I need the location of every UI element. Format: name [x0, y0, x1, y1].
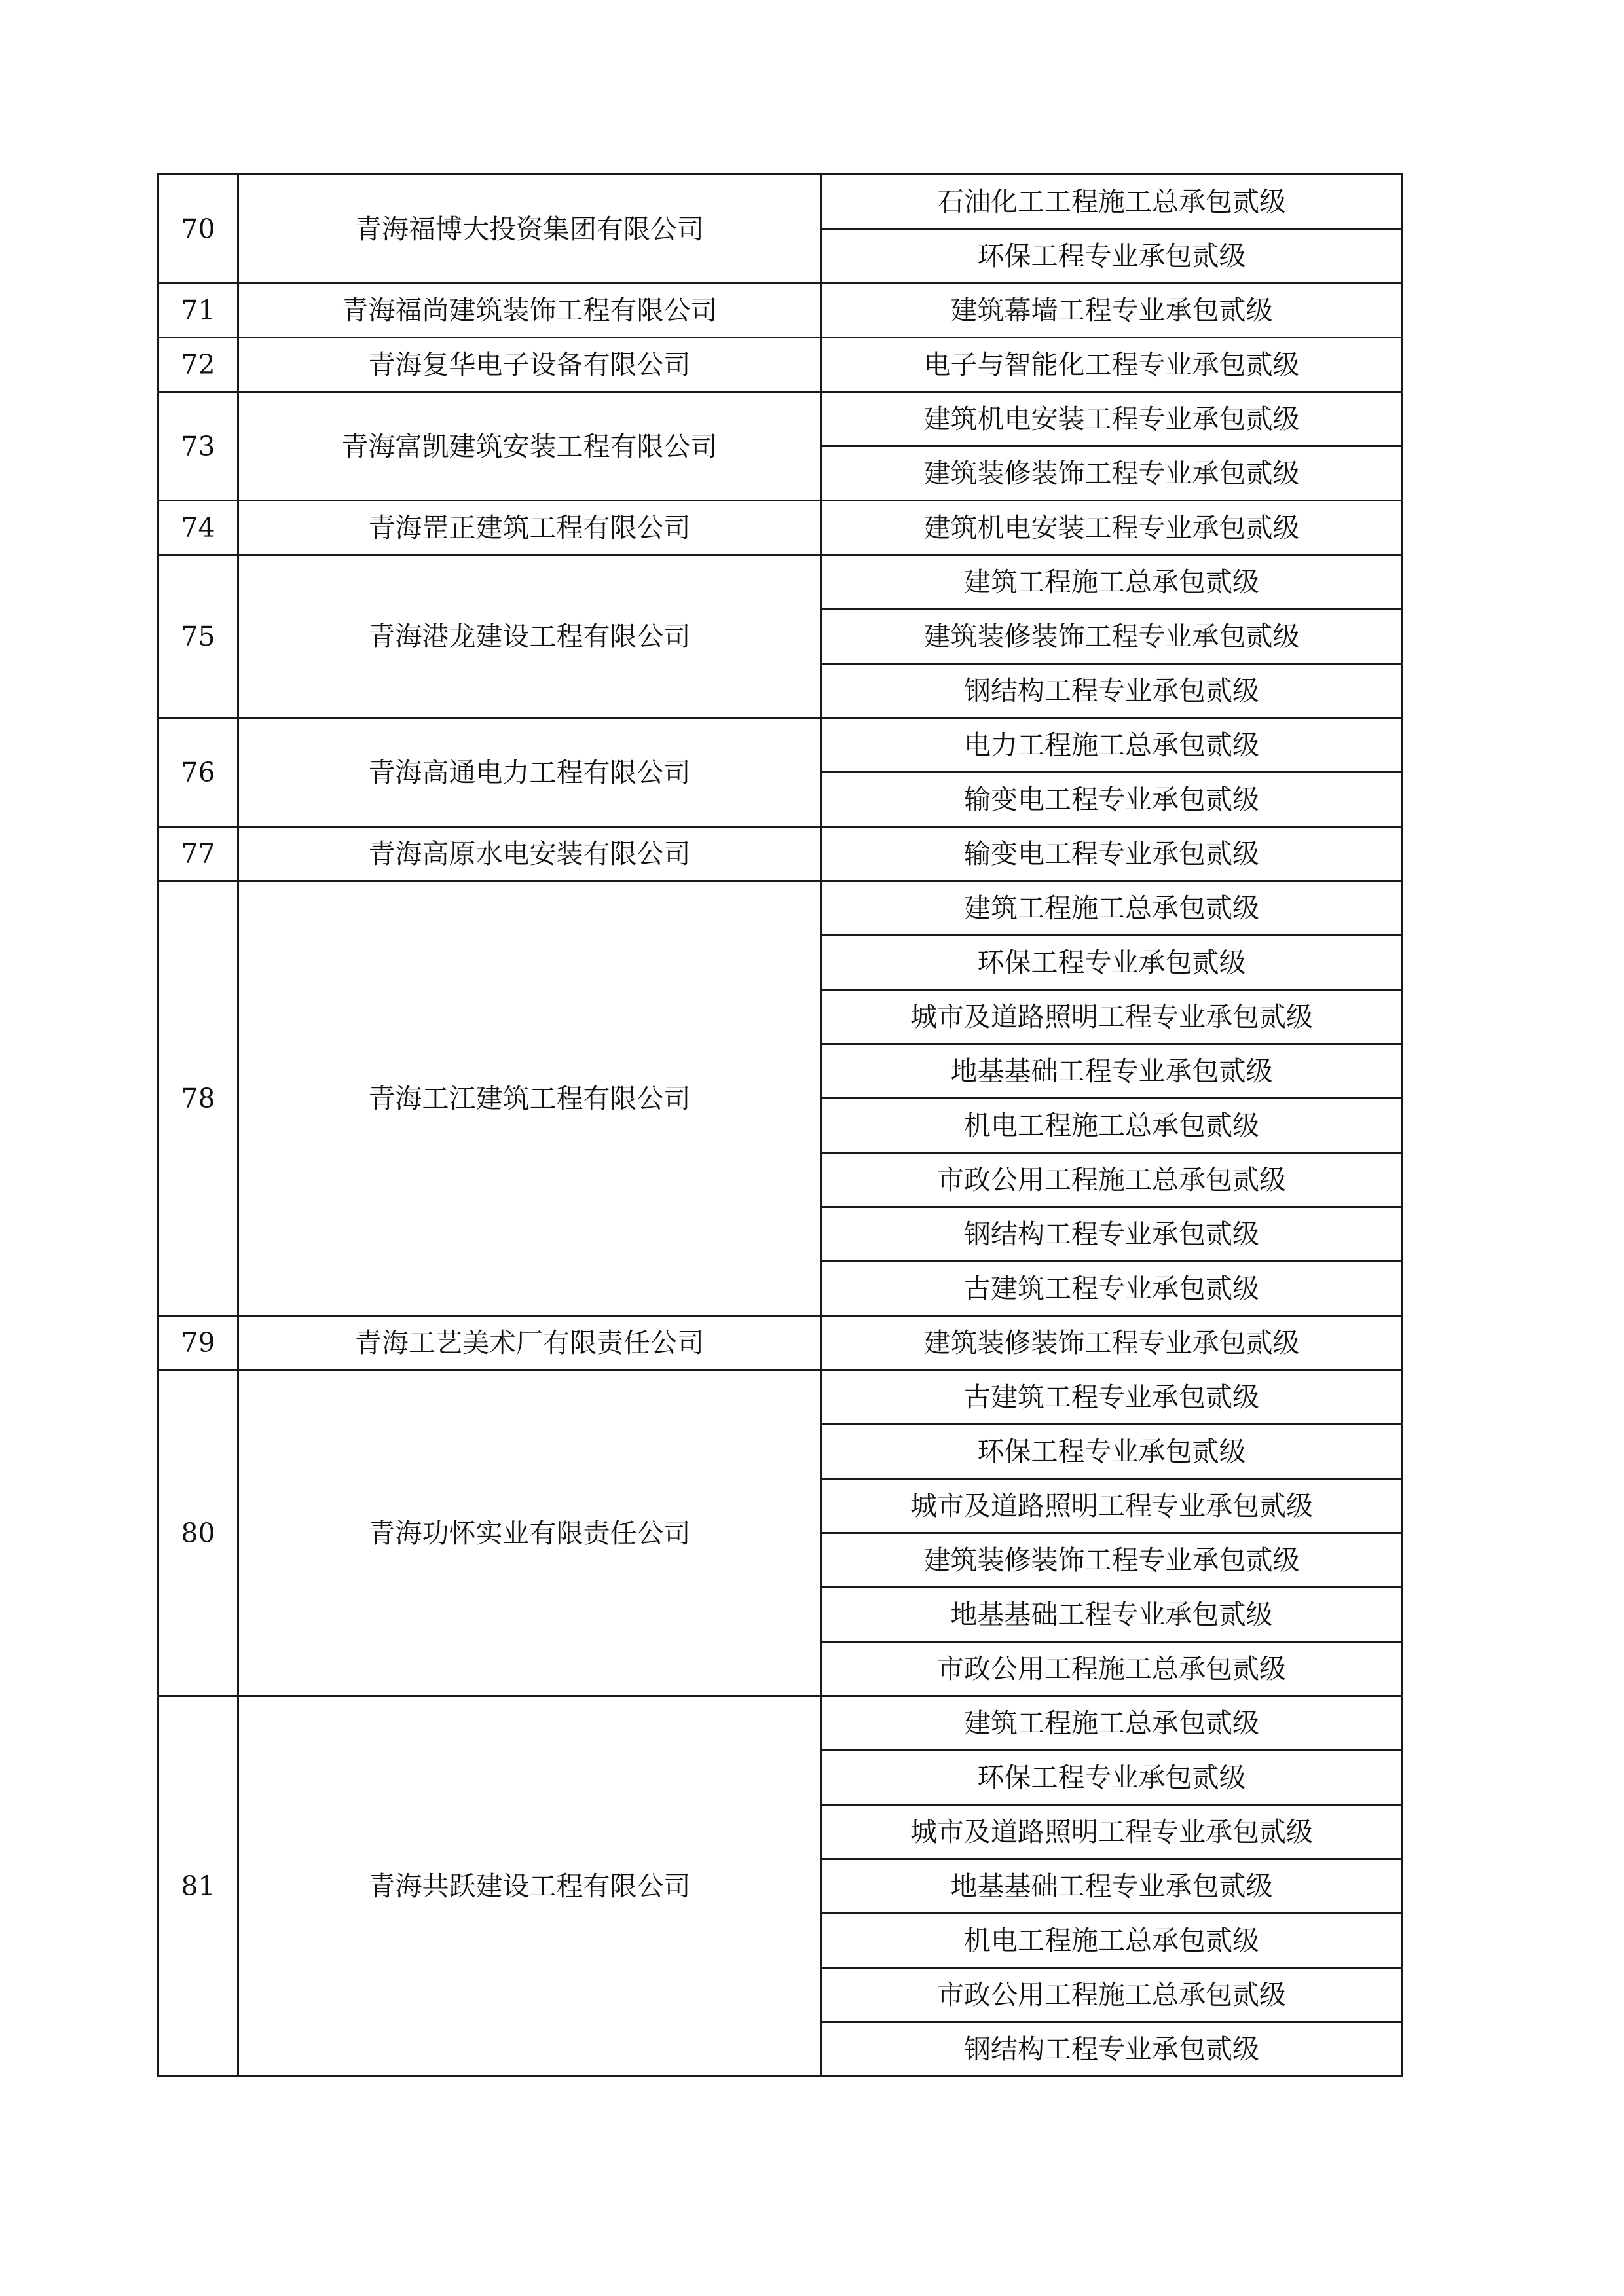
table-row	[158, 1370, 1403, 1425]
qualification-item: 市政公用工程施工总承包贰级	[821, 1968, 1403, 2022]
qualification-item: 地基基础工程专业承包贰级	[821, 1044, 1403, 1099]
qualification-item: 电子与智能化工程专业承包贰级	[821, 338, 1403, 392]
qualification-item: 古建筑工程专业承包贰级	[821, 1370, 1403, 1425]
qualification-item: 钢结构工程专业承包贰级	[821, 1207, 1403, 1262]
qualification-item: 环保工程专业承包贰级	[821, 1751, 1403, 1805]
company-name: 青海港龙建设工程有限公司	[238, 555, 821, 718]
qualification-item: 建筑工程施工总承包贰级	[821, 881, 1403, 936]
qualification-item: 建筑工程施工总承包贰级	[821, 1696, 1403, 1751]
row-number: 74	[158, 501, 238, 555]
qualification-item: 建筑机电安装工程专业承包贰级	[821, 501, 1403, 555]
qualification-item: 城市及道路照明工程专业承包贰级	[821, 1479, 1403, 1533]
qualification-table	[157, 173, 1403, 2077]
qualification-table-body	[158, 175, 1403, 2077]
row-number: 78	[158, 881, 238, 1316]
qualification-item: 市政公用工程施工总承包贰级	[821, 1642, 1403, 1696]
row-number: 72	[158, 338, 238, 392]
qualification-item: 输变电工程专业承包贰级	[821, 827, 1403, 881]
table-row	[158, 827, 1403, 881]
row-number: 73	[158, 392, 238, 501]
qualification-item: 建筑装修装饰工程专业承包贰级	[821, 610, 1403, 664]
qualification-item: 机电工程施工总承包贰级	[821, 1914, 1403, 1968]
company-name: 青海工江建筑工程有限公司	[238, 881, 821, 1316]
qualification-item: 环保工程专业承包贰级	[821, 1425, 1403, 1479]
company-name: 青海高通电力工程有限公司	[238, 718, 821, 827]
qualification-item: 建筑装修装饰工程专业承包贰级	[821, 1316, 1403, 1370]
table-row	[158, 392, 1403, 446]
company-name: 青海工艺美术厂有限责任公司	[238, 1316, 821, 1370]
row-number: 70	[158, 175, 238, 283]
company-name: 青海福博大投资集团有限公司	[238, 175, 821, 283]
qualification-item: 地基基础工程专业承包贰级	[821, 1859, 1403, 1914]
row-number: 75	[158, 555, 238, 718]
qualification-item: 建筑机电安装工程专业承包贰级	[821, 392, 1403, 446]
company-name: 青海富凯建筑安装工程有限公司	[238, 392, 821, 501]
qualification-item: 建筑装修装饰工程专业承包贰级	[821, 446, 1403, 501]
table-row	[158, 283, 1403, 338]
qualification-item: 建筑装修装饰工程专业承包贰级	[821, 1533, 1403, 1588]
qualification-item: 环保工程专业承包贰级	[821, 229, 1403, 283]
company-name: 青海复华电子设备有限公司	[238, 338, 821, 392]
company-name: 青海共跃建设工程有限公司	[238, 1696, 821, 2077]
table-row	[158, 1316, 1403, 1370]
company-name: 青海高原水电安装有限公司	[238, 827, 821, 881]
table-row	[158, 881, 1403, 936]
row-number: 77	[158, 827, 238, 881]
row-number: 71	[158, 283, 238, 338]
qualification-item: 电力工程施工总承包贰级	[821, 718, 1403, 773]
qualification-item: 钢结构工程专业承包贰级	[821, 664, 1403, 718]
row-number: 80	[158, 1370, 238, 1696]
company-name: 青海福尚建筑装饰工程有限公司	[238, 283, 821, 338]
qualification-item: 城市及道路照明工程专业承包贰级	[821, 990, 1403, 1044]
table-row	[158, 338, 1403, 392]
qualification-item: 输变电工程专业承包贰级	[821, 773, 1403, 827]
qualification-item: 古建筑工程专业承包贰级	[821, 1262, 1403, 1316]
table-row	[158, 175, 1403, 229]
table-row	[158, 718, 1403, 773]
qualification-item: 地基基础工程专业承包贰级	[821, 1588, 1403, 1642]
row-number: 79	[158, 1316, 238, 1370]
qualification-item: 机电工程施工总承包贰级	[821, 1099, 1403, 1153]
row-number: 81	[158, 1696, 238, 2077]
row-number: 76	[158, 718, 238, 827]
qualification-item: 环保工程专业承包贰级	[821, 936, 1403, 990]
qualification-item: 市政公用工程施工总承包贰级	[821, 1153, 1403, 1207]
qualification-item: 建筑工程施工总承包贰级	[821, 555, 1403, 610]
qualification-item: 建筑幕墙工程专业承包贰级	[821, 283, 1403, 338]
company-name: 青海罡正建筑工程有限公司	[238, 501, 821, 555]
table-row	[158, 501, 1403, 555]
company-name: 青海功怀实业有限责任公司	[238, 1370, 821, 1696]
table-row	[158, 1696, 1403, 1751]
table-row	[158, 555, 1403, 610]
qualification-item: 城市及道路照明工程专业承包贰级	[821, 1805, 1403, 1859]
qualification-item: 石油化工工程施工总承包贰级	[821, 175, 1403, 229]
qualification-item: 钢结构工程专业承包贰级	[821, 2022, 1403, 2077]
